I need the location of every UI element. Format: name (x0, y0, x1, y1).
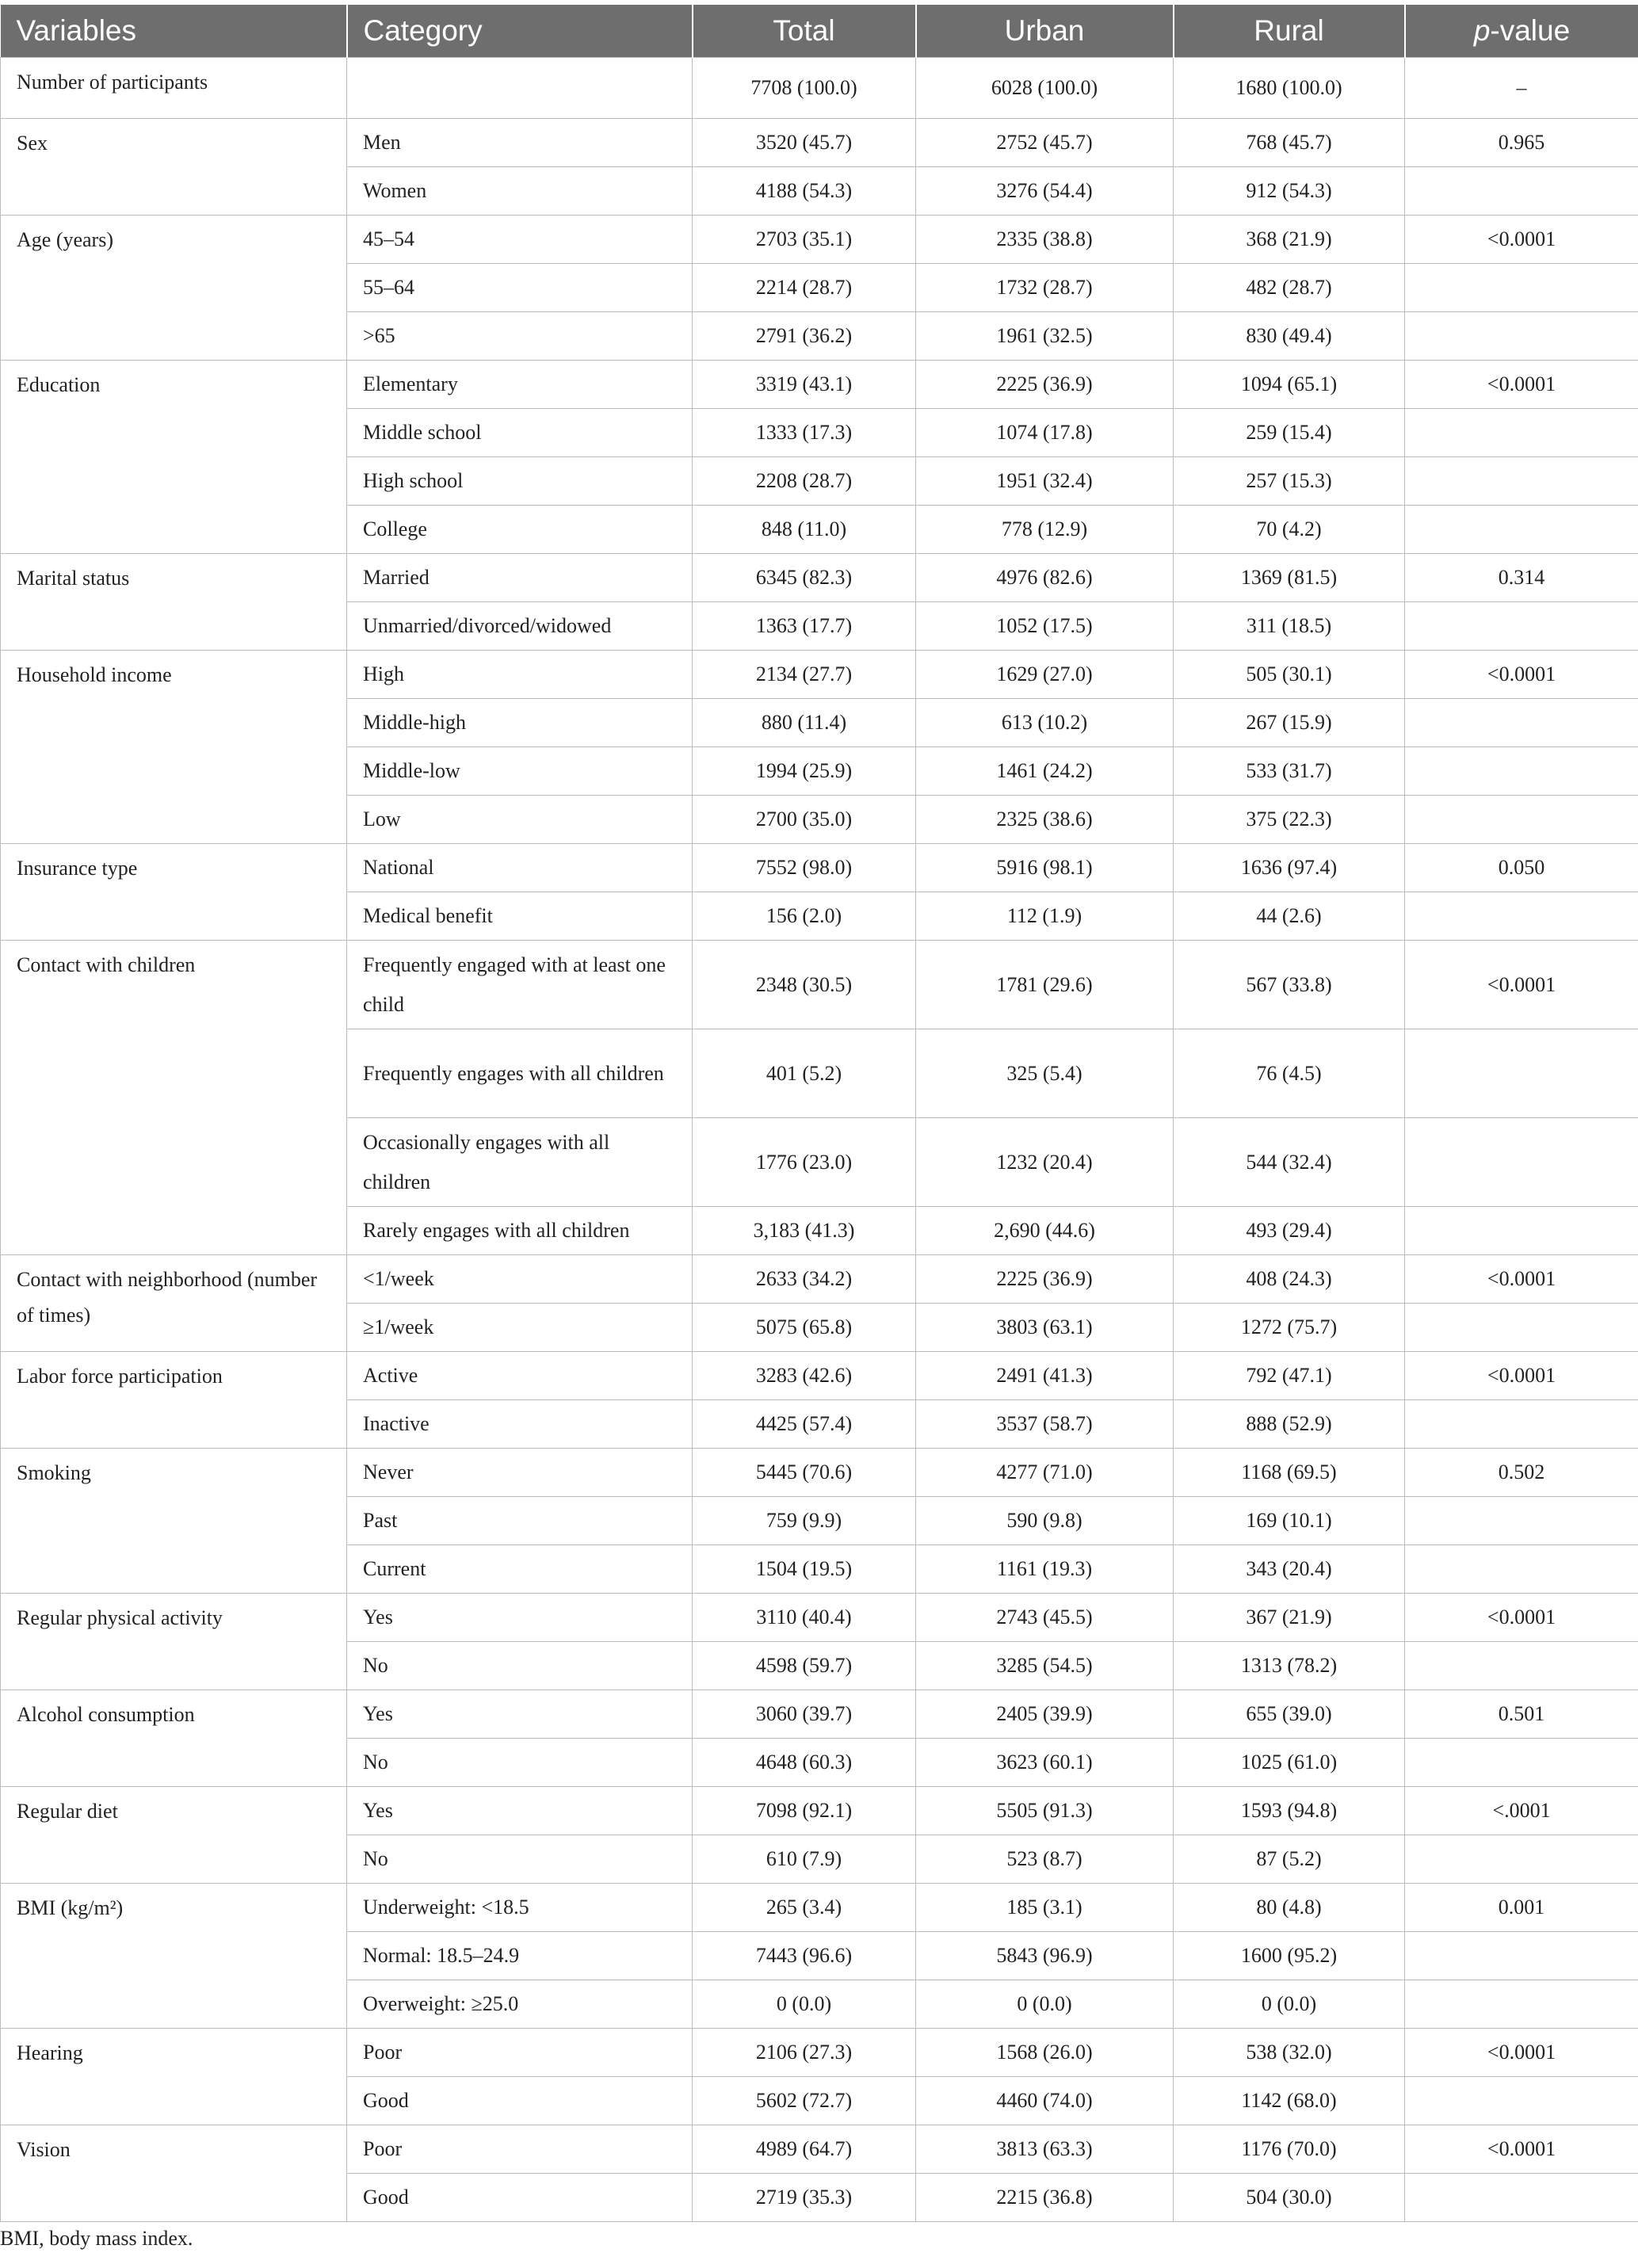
rural-cell: 1636 (97.4) (1174, 844, 1405, 892)
category-cell: Women (347, 167, 693, 216)
urban-cell: 2215 (36.8) (916, 2174, 1174, 2222)
rural-cell: 367 (21.9) (1174, 1594, 1405, 1642)
rural-cell: 368 (21.9) (1174, 216, 1405, 264)
category-cell: Active (347, 1352, 693, 1400)
rural-cell: 1313 (78.2) (1174, 1642, 1405, 1690)
urban-cell: 590 (9.8) (916, 1497, 1174, 1545)
p-value-cell (1405, 2174, 1638, 2222)
table-row (1, 554, 1638, 602)
category-cell: Low (347, 796, 693, 844)
p-value-cell (1405, 264, 1638, 312)
category-cell: Normal: 18.5–24.9 (347, 1932, 693, 1980)
rural-cell: 792 (47.1) (1174, 1352, 1405, 1400)
category-cell: Yes (347, 1594, 693, 1642)
total-cell: 2703 (35.1) (693, 216, 916, 264)
category-cell (347, 58, 693, 119)
header-variables: Variables (1, 5, 347, 58)
rural-cell: 1142 (68.0) (1174, 2077, 1405, 2125)
data-table (0, 5, 1638, 2222)
category-cell: Unmarried/divorced/widowed (347, 602, 693, 651)
variable-cell: Marital status (1, 554, 347, 651)
urban-cell: 112 (1.9) (916, 892, 1174, 941)
p-value-cell: <0.0001 (1405, 941, 1638, 1029)
p-value-cell (1405, 312, 1638, 361)
rural-cell: 1680 (100.0) (1174, 58, 1405, 119)
category-cell: Current (347, 1545, 693, 1594)
p-value-cell: – (1405, 58, 1638, 119)
p-value-cell: <0.0001 (1405, 651, 1638, 699)
total-cell: 848 (11.0) (693, 506, 916, 554)
total-cell: 3520 (45.7) (693, 119, 916, 167)
header-rural: Rural (1174, 5, 1405, 58)
rural-cell: 888 (52.9) (1174, 1400, 1405, 1449)
rural-cell: 0 (0.0) (1174, 1980, 1405, 2029)
p-value-cell (1405, 892, 1638, 941)
rural-cell: 259 (15.4) (1174, 409, 1405, 457)
total-cell: 2348 (30.5) (693, 941, 916, 1029)
total-cell: 4188 (54.3) (693, 167, 916, 216)
urban-cell: 2325 (38.6) (916, 796, 1174, 844)
p-value-cell: <0.0001 (1405, 2029, 1638, 2077)
rural-cell: 1272 (75.7) (1174, 1304, 1405, 1352)
urban-cell: 5505 (91.3) (916, 1787, 1174, 1835)
table-row (1, 1787, 1638, 1835)
total-cell: 7552 (98.0) (693, 844, 916, 892)
rural-cell: 505 (30.1) (1174, 651, 1405, 699)
table-row (1, 1594, 1638, 1642)
variable-cell: Contact with neighborhood (number of times) (1, 1255, 347, 1352)
urban-cell: 2405 (39.9) (916, 1690, 1174, 1739)
rural-cell: 544 (32.4) (1174, 1118, 1405, 1207)
variable-cell: BMI (kg/m²) (1, 1884, 347, 2029)
category-cell: Past (347, 1497, 693, 1545)
p-value-cell: <.0001 (1405, 1787, 1638, 1835)
variable-cell: Alcohol consumption (1, 1690, 347, 1787)
rural-cell: 70 (4.2) (1174, 506, 1405, 554)
variable-cell: Contact with children (1, 941, 347, 1255)
rural-cell: 343 (20.4) (1174, 1545, 1405, 1594)
category-cell: Frequently engaged with at least one child (347, 941, 693, 1029)
rural-cell: 493 (29.4) (1174, 1207, 1405, 1255)
rural-cell: 1176 (70.0) (1174, 2125, 1405, 2174)
total-cell: 5445 (70.6) (693, 1449, 916, 1497)
p-value-cell: <0.0001 (1405, 1352, 1638, 1400)
category-cell: Yes (347, 1690, 693, 1739)
p-value-cell (1405, 1400, 1638, 1449)
category-cell: Underweight: <18.5 (347, 1884, 693, 1932)
table-body (1, 58, 1638, 2222)
table-row (1, 941, 1638, 1029)
category-cell: Medical benefit (347, 892, 693, 941)
variable-cell: Smoking (1, 1449, 347, 1594)
p-value-cell (1405, 457, 1638, 506)
total-cell: 7443 (96.6) (693, 1932, 916, 1980)
urban-cell: 1629 (27.0) (916, 651, 1174, 699)
category-cell: Never (347, 1449, 693, 1497)
p-value-cell (1405, 1118, 1638, 1207)
category-cell: Poor (347, 2125, 693, 2174)
total-cell: 2134 (27.7) (693, 651, 916, 699)
rural-cell: 482 (28.7) (1174, 264, 1405, 312)
category-cell: <1/week (347, 1255, 693, 1304)
rural-cell: 169 (10.1) (1174, 1497, 1405, 1545)
urban-cell: 5843 (96.9) (916, 1932, 1174, 1980)
urban-cell: 3276 (54.4) (916, 167, 1174, 216)
rural-cell: 257 (15.3) (1174, 457, 1405, 506)
p-value-cell: 0.314 (1405, 554, 1638, 602)
total-cell: 2208 (28.7) (693, 457, 916, 506)
category-cell: Inactive (347, 1400, 693, 1449)
category-cell: No (347, 1642, 693, 1690)
urban-cell: 778 (12.9) (916, 506, 1174, 554)
rural-cell: 1094 (65.1) (1174, 361, 1405, 409)
variable-cell: Age (years) (1, 216, 347, 361)
category-cell: Good (347, 2077, 693, 2125)
rural-cell: 504 (30.0) (1174, 2174, 1405, 2222)
urban-cell: 2743 (45.5) (916, 1594, 1174, 1642)
urban-cell: 5916 (98.1) (916, 844, 1174, 892)
urban-cell: 6028 (100.0) (916, 58, 1174, 119)
p-value-cell (1405, 1642, 1638, 1690)
rural-cell: 76 (4.5) (1174, 1029, 1405, 1118)
category-cell: Good (347, 2174, 693, 2222)
variable-cell: Insurance type (1, 844, 347, 941)
urban-cell: 1732 (28.7) (916, 264, 1174, 312)
rural-cell: 408 (24.3) (1174, 1255, 1405, 1304)
p-value-cell (1405, 1304, 1638, 1352)
p-value-cell (1405, 1932, 1638, 1980)
p-value-cell (1405, 796, 1638, 844)
total-cell: 1363 (17.7) (693, 602, 916, 651)
urban-cell: 613 (10.2) (916, 699, 1174, 747)
p-value-cell: 0.965 (1405, 119, 1638, 167)
total-cell: 5075 (65.8) (693, 1304, 916, 1352)
total-cell: 610 (7.9) (693, 1835, 916, 1884)
urban-cell: 2335 (38.8) (916, 216, 1174, 264)
p-value-cell: <0.0001 (1405, 2125, 1638, 2174)
category-cell: National (347, 844, 693, 892)
rural-cell: 533 (31.7) (1174, 747, 1405, 796)
table-row (1, 216, 1638, 264)
p-value-cell (1405, 2077, 1638, 2125)
p-value-cell (1405, 1835, 1638, 1884)
urban-cell: 4976 (82.6) (916, 554, 1174, 602)
header-urban: Urban (916, 5, 1174, 58)
total-cell: 2633 (34.2) (693, 1255, 916, 1304)
p-value-cell: 0.501 (1405, 1690, 1638, 1739)
urban-cell: 3285 (54.5) (916, 1642, 1174, 1690)
total-cell: 1994 (25.9) (693, 747, 916, 796)
category-cell: ≥1/week (347, 1304, 693, 1352)
urban-cell: 4460 (74.0) (916, 2077, 1174, 2125)
category-cell: Men (347, 119, 693, 167)
table-row (1, 2125, 1638, 2174)
p-value-cell (1405, 1029, 1638, 1118)
header-category: Category (347, 5, 693, 58)
category-cell: >65 (347, 312, 693, 361)
category-cell: Poor (347, 2029, 693, 2077)
total-cell: 156 (2.0) (693, 892, 916, 941)
category-cell: High school (347, 457, 693, 506)
p-value-cell (1405, 699, 1638, 747)
urban-cell: 3803 (63.1) (916, 1304, 1174, 1352)
rural-cell: 311 (18.5) (1174, 602, 1405, 651)
table-row (1, 58, 1638, 119)
p-value-cell (1405, 1497, 1638, 1545)
variable-cell: Education (1, 361, 347, 554)
p-value-cell: <0.0001 (1405, 216, 1638, 264)
variable-cell: Sex (1, 119, 347, 216)
urban-cell: 3813 (63.3) (916, 2125, 1174, 2174)
total-cell: 2719 (35.3) (693, 2174, 916, 2222)
total-cell: 1333 (17.3) (693, 409, 916, 457)
urban-cell: 3623 (60.1) (916, 1739, 1174, 1787)
urban-cell: 1461 (24.2) (916, 747, 1174, 796)
table-header (1, 5, 1638, 58)
rural-cell: 1025 (61.0) (1174, 1739, 1405, 1787)
urban-cell: 1052 (17.5) (916, 602, 1174, 651)
urban-cell: 3537 (58.7) (916, 1400, 1174, 1449)
category-cell: 55–64 (347, 264, 693, 312)
p-value-cell (1405, 1980, 1638, 2029)
header-p-value: p-value (1405, 5, 1638, 58)
p-value-cell (1405, 1739, 1638, 1787)
category-cell: Middle-low (347, 747, 693, 796)
category-cell: College (347, 506, 693, 554)
urban-cell: 1074 (17.8) (916, 409, 1174, 457)
total-cell: 1504 (19.5) (693, 1545, 916, 1594)
header-total: Total (693, 5, 916, 58)
p-value-cell (1405, 602, 1638, 651)
urban-cell: 2,690 (44.6) (916, 1207, 1174, 1255)
table-row (1, 844, 1638, 892)
table-row (1, 2029, 1638, 2077)
rural-cell: 1168 (69.5) (1174, 1449, 1405, 1497)
urban-cell: 185 (3.1) (916, 1884, 1174, 1932)
p-value-cell (1405, 506, 1638, 554)
variable-cell: Regular diet (1, 1787, 347, 1884)
p-value-cell: <0.0001 (1405, 361, 1638, 409)
total-cell: 5602 (72.7) (693, 2077, 916, 2125)
category-cell: Occasionally engages with all children (347, 1118, 693, 1207)
urban-cell: 2491 (41.3) (916, 1352, 1174, 1400)
total-cell: 2791 (36.2) (693, 312, 916, 361)
category-cell: No (347, 1835, 693, 1884)
p-value-cell (1405, 1207, 1638, 1255)
category-cell: Middle-high (347, 699, 693, 747)
total-cell: 3283 (42.6) (693, 1352, 916, 1400)
total-cell: 265 (3.4) (693, 1884, 916, 1932)
rural-cell: 80 (4.8) (1174, 1884, 1405, 1932)
p-value-cell (1405, 747, 1638, 796)
p-value-cell: <0.0001 (1405, 1594, 1638, 1642)
p-value-cell (1405, 1545, 1638, 1594)
rural-cell: 768 (45.7) (1174, 119, 1405, 167)
table-row (1, 651, 1638, 699)
rural-cell: 655 (39.0) (1174, 1690, 1405, 1739)
category-cell: No (347, 1739, 693, 1787)
p-value-cell (1405, 409, 1638, 457)
category-cell: Elementary (347, 361, 693, 409)
category-cell: 45–54 (347, 216, 693, 264)
variable-cell: Labor force participation (1, 1352, 347, 1449)
urban-cell: 1961 (32.5) (916, 312, 1174, 361)
total-cell: 3319 (43.1) (693, 361, 916, 409)
rural-cell: 1600 (95.2) (1174, 1932, 1405, 1980)
urban-cell: 325 (5.4) (916, 1029, 1174, 1118)
total-cell: 2106 (27.3) (693, 2029, 916, 2077)
total-cell: 1776 (23.0) (693, 1118, 916, 1207)
rural-cell: 538 (32.0) (1174, 2029, 1405, 2077)
category-cell: High (347, 651, 693, 699)
table-row (1, 361, 1638, 409)
rural-cell: 567 (33.8) (1174, 941, 1405, 1029)
rural-cell: 1369 (81.5) (1174, 554, 1405, 602)
urban-cell: 1568 (26.0) (916, 2029, 1174, 2077)
table-row (1, 1255, 1638, 1304)
total-cell: 6345 (82.3) (693, 554, 916, 602)
table-container (0, 5, 1638, 2222)
variable-cell: Vision (1, 2125, 347, 2222)
category-cell: Middle school (347, 409, 693, 457)
total-cell: 4598 (59.7) (693, 1642, 916, 1690)
urban-cell: 1951 (32.4) (916, 457, 1174, 506)
urban-cell: 1232 (20.4) (916, 1118, 1174, 1207)
table-row (1, 1884, 1638, 1932)
urban-cell: 1161 (19.3) (916, 1545, 1174, 1594)
table-row (1, 1690, 1638, 1739)
category-cell: Married (347, 554, 693, 602)
total-cell: 880 (11.4) (693, 699, 916, 747)
category-cell: Frequently engages with all children (347, 1029, 693, 1118)
p-value-cell: 0.502 (1405, 1449, 1638, 1497)
category-cell: Overweight: ≥25.0 (347, 1980, 693, 2029)
total-cell: 759 (9.9) (693, 1497, 916, 1545)
urban-cell: 2225 (36.9) (916, 361, 1174, 409)
total-cell: 4648 (60.3) (693, 1739, 916, 1787)
p-value-cell (1405, 167, 1638, 216)
urban-cell: 2225 (36.9) (916, 1255, 1174, 1304)
urban-cell: 0 (0.0) (916, 1980, 1174, 2029)
rural-cell: 267 (15.9) (1174, 699, 1405, 747)
rural-cell: 375 (22.3) (1174, 796, 1405, 844)
table-footnote: BMI, body mass index. (0, 2227, 193, 2250)
variable-cell: Regular physical activity (1, 1594, 347, 1690)
total-cell: 3,183 (41.3) (693, 1207, 916, 1255)
total-cell: 0 (0.0) (693, 1980, 916, 2029)
total-cell: 401 (5.2) (693, 1029, 916, 1118)
rural-cell: 1593 (94.8) (1174, 1787, 1405, 1835)
p-value-cell: <0.0001 (1405, 1255, 1638, 1304)
p-value-cell: 0.001 (1405, 1884, 1638, 1932)
rural-cell: 830 (49.4) (1174, 312, 1405, 361)
rural-cell: 87 (5.2) (1174, 1835, 1405, 1884)
total-cell: 2700 (35.0) (693, 796, 916, 844)
category-cell: Rarely engages with all children (347, 1207, 693, 1255)
variable-cell: Hearing (1, 2029, 347, 2125)
table-row (1, 1449, 1638, 1497)
p-value-cell: 0.050 (1405, 844, 1638, 892)
total-cell: 4425 (57.4) (693, 1400, 916, 1449)
variable-cell: Number of participants (1, 58, 347, 119)
urban-cell: 4277 (71.0) (916, 1449, 1174, 1497)
total-cell: 4989 (64.7) (693, 2125, 916, 2174)
category-cell: Yes (347, 1787, 693, 1835)
table-row (1, 1352, 1638, 1400)
table-row (1, 119, 1638, 167)
total-cell: 3060 (39.7) (693, 1690, 916, 1739)
variable-cell: Household income (1, 651, 347, 844)
urban-cell: 1781 (29.6) (916, 941, 1174, 1029)
total-cell: 7098 (92.1) (693, 1787, 916, 1835)
total-cell: 3110 (40.4) (693, 1594, 916, 1642)
urban-cell: 2752 (45.7) (916, 119, 1174, 167)
rural-cell: 44 (2.6) (1174, 892, 1405, 941)
total-cell: 7708 (100.0) (693, 58, 916, 119)
urban-cell: 523 (8.7) (916, 1835, 1174, 1884)
total-cell: 2214 (28.7) (693, 264, 916, 312)
rural-cell: 912 (54.3) (1174, 167, 1405, 216)
